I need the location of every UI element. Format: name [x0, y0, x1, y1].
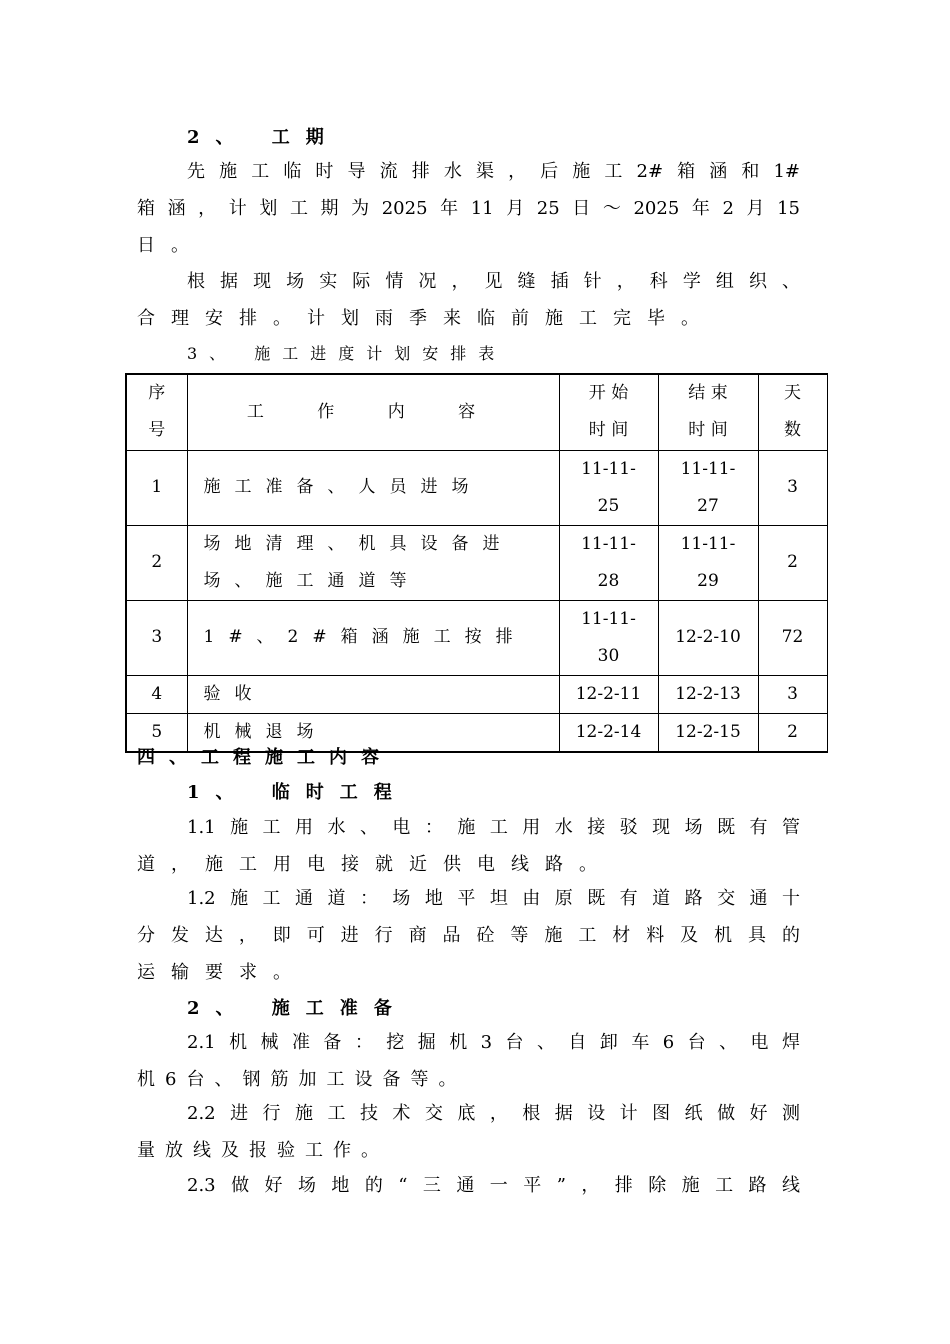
cell-work: 验收 — [187, 675, 559, 713]
schedule-table — [125, 373, 828, 753]
paragraph-line: 运输要求。 — [137, 962, 307, 983]
cell-end-line: 29 — [697, 570, 719, 591]
header-end — [658, 374, 758, 450]
section-heading-table: 3、 施工进度计划安排表 — [187, 344, 507, 363]
section-heading-part4: 四、工程施工内容 — [137, 747, 393, 768]
cell-seq: 3 — [126, 600, 187, 675]
paragraph-line: 合理安排。计划雨季来临前施工完毕。 — [137, 308, 715, 329]
cell-start-line: 11-11- — [581, 458, 636, 479]
subsection-heading-preparation: 2、 施工准备 — [187, 998, 408, 1019]
paragraph-line: 2.2进行施工技术交底，根据设计图纸做好测 — [187, 1103, 800, 1124]
header-end-line2: 时 间 — [688, 420, 728, 441]
subsection-heading-temporary-works: 1、 临时工程 — [187, 782, 408, 803]
paragraph-line: 机6台、钢筋加工设备等。 — [137, 1069, 467, 1090]
header-days-line1: 天 — [784, 383, 801, 404]
cell-seq: 4 — [126, 675, 187, 713]
cell-days: 72 — [758, 600, 827, 675]
cell-start — [559, 525, 658, 600]
cell-work-line: 场地清理、机具设备进 — [203, 533, 514, 554]
header-seq-line1: 序 — [148, 383, 166, 404]
cell-days: 2 — [758, 525, 827, 600]
cell-start — [559, 600, 658, 675]
header-start-line2: 时 间 — [588, 420, 629, 441]
cell-work — [187, 450, 559, 525]
cell-end — [658, 450, 758, 525]
paragraph-line: 日。 — [137, 235, 205, 256]
cell-end: 12-2-15 — [658, 713, 758, 752]
table-row — [126, 600, 827, 675]
table-row — [126, 675, 827, 713]
paragraph-line: 1.1施工用水、电：施工用水接驳现场既有管 — [187, 817, 800, 838]
paragraph-line: 箱涵，计划工期为2025年11月25日～2025年2月15 — [137, 198, 800, 219]
paragraph-line: 2.1机械准备：挖掘机3台、自卸车6台、电焊 — [187, 1032, 800, 1053]
table-row — [126, 450, 827, 525]
header-work-label: 工 作 内 容 — [246, 401, 500, 422]
cell-end-line: 11-11- — [680, 533, 736, 554]
cell-work — [187, 600, 559, 675]
paragraph-line: 先施工临时导流排水渠，后施工2#箱涵和1# — [187, 161, 800, 182]
cell-days: 3 — [758, 450, 827, 525]
header-work — [187, 374, 559, 450]
paragraph-line: 道，施工用电接就近供电线路。 — [137, 854, 613, 875]
table-header-row — [126, 374, 827, 450]
table-row — [126, 525, 827, 600]
cell-work-line: 施工准备、人员进场 — [203, 477, 483, 497]
cell-start — [559, 450, 658, 525]
cell-end — [658, 525, 758, 600]
cell-work-line: 1#、2#箱涵施工按排 — [203, 627, 527, 647]
cell-end: 12-2-13 — [658, 675, 758, 713]
cell-start-line: 11-11- — [581, 608, 636, 629]
header-start-line1: 开 始 — [588, 383, 629, 404]
cell-work — [187, 525, 559, 600]
paragraph-line: 1.2施工通道：场地平坦由原既有道路交通十 — [187, 888, 800, 909]
header-seq — [126, 374, 187, 450]
section-heading-schedule: 2、 工期 — [187, 127, 340, 148]
paragraph-line: 量放线及报验工作。 — [137, 1140, 389, 1161]
cell-seq: 1 — [126, 450, 187, 525]
cell-seq: 5 — [126, 713, 187, 752]
header-days-line2: 数 — [784, 420, 801, 441]
header-end-line1: 结 束 — [688, 383, 728, 404]
cell-work-line: 场、施工通道等 — [203, 570, 421, 591]
header-days — [758, 374, 827, 450]
cell-start-line: 25 — [597, 495, 620, 516]
cell-start: 12-2-14 — [559, 713, 658, 752]
cell-work: 机械退场 — [187, 713, 559, 752]
cell-seq: 2 — [126, 525, 187, 600]
cell-start: 12-2-11 — [559, 675, 658, 713]
cell-end-line: 11-11- — [680, 458, 736, 479]
cell-start-line: 30 — [597, 645, 620, 666]
cell-end-line: 27 — [697, 495, 719, 516]
paragraph-line: 2.3做好场地的“三通一平”，排除施工路线 — [187, 1175, 800, 1196]
cell-days: 2 — [758, 713, 827, 752]
paragraph-line: 分发达，即可进行商品砼等施工材料及机具的 — [137, 925, 800, 946]
header-seq-line2: 号 — [148, 420, 166, 441]
cell-start-line: 28 — [597, 570, 620, 591]
cell-start-line: 11-11- — [581, 533, 636, 554]
cell-end: 12-2-10 — [658, 600, 758, 675]
paragraph-line: 根据现场实际情况，见缝插针，科学组织、 — [187, 271, 800, 292]
cell-days: 3 — [758, 675, 827, 713]
header-start — [559, 374, 658, 450]
